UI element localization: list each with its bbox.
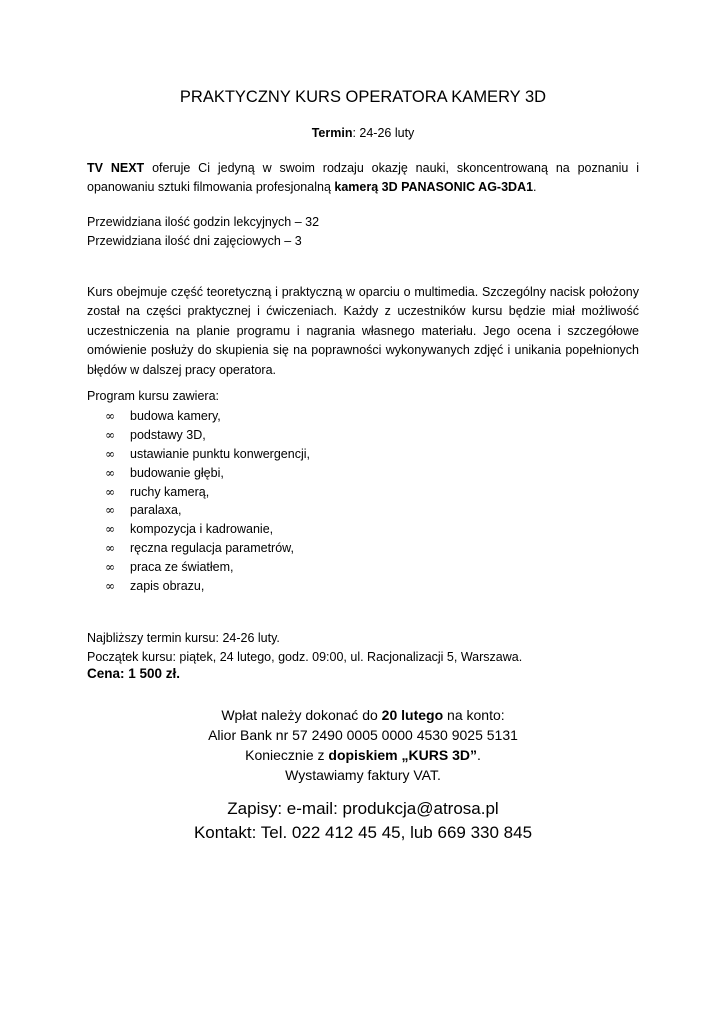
infinity-bullet-icon: ∞ [105, 522, 115, 537]
list-item: ∞ budowanie głębi, [105, 464, 310, 483]
list-item: ∞ paralaxa, [105, 501, 310, 520]
start-details: Początek kursu: piątek, 24 lutego, godz. 09:00, ul. Racjonalizacji 5, Warszawa. [87, 650, 523, 664]
infinity-bullet-icon: ∞ [105, 503, 115, 518]
program-list [105, 407, 310, 596]
payment-deadline: Wpłat należy dokonać do 20 lutego na konto: [221, 707, 505, 723]
infinity-bullet-icon: ∞ [105, 541, 115, 556]
infinity-bullet-icon: ∞ [105, 465, 115, 480]
list-item: ∞ podstawy 3D, [105, 426, 310, 445]
course-hours [87, 213, 319, 252]
list-item: ∞ budowa kamery, [105, 407, 310, 426]
list-item: ∞ praca ze światłem, [105, 558, 310, 577]
course-price: Cena: 1 500 zł. [87, 666, 181, 681]
bank-account: Alior Bank nr 57 2490 0005 0000 4530 9025 5131 [208, 727, 518, 743]
course-date [87, 126, 639, 140]
list-item: ∞ zapis obrazu, [105, 577, 310, 596]
list-item: ∞ kompozycja i kadrowanie, [105, 520, 310, 539]
infinity-bullet-icon: ∞ [105, 484, 115, 499]
infinity-bullet-icon: ∞ [105, 409, 115, 423]
contact-phone: Kontakt: Tel. 022 412 45 45, lub 669 330 845 [193, 823, 533, 842]
course-date-value: : 24-26 luty [352, 126, 415, 140]
camera-model: kamerą 3D PANASONIC AG-3DA1 [334, 180, 534, 195]
hours-line: Przewidziana ilość godzin lekcyjnych – 32 [87, 215, 320, 229]
infinity-bullet-icon: ∞ [105, 560, 115, 575]
days-line: Przewidziana ilość dni zajęciowych – 3 [87, 234, 302, 249]
intro-paragraph: TV NEXT oferuje Ci jedyną w swoim rodzaju okazję nauki, skoncentrowaną na poznaniu i opanowaniu sztuki filmowania profesjonalną kamerą 3D PANASONIC AG-3DA1. [87, 161, 639, 195]
company-name: TV NEXT [87, 161, 145, 175]
list-item: ∞ ruchy kamerą, [105, 483, 310, 502]
vat-note: Wystawiamy faktury VAT. [285, 767, 441, 783]
document-title: PRAKTYCZNY KURS OPERATORA KAMERY 3D [179, 88, 547, 106]
signup-email: Zapisy: e-mail: produkcja@atrosa.pl [227, 799, 499, 818]
description-paragraph: Kurs obejmuje część teoretyczną i praktyczną w oparciu o multimedia. Szczególny nacisk położony został na części praktycznej i ćwiczeniach. Każdy z uczestników kursu będzie miał możliwość uczestniczenia na planie programu i nagrania własnego materiału. Jego ocena i szczegółowe omówienie posłuży do skupienia się na poprawności wykonywanych zdjęć i unikania popełnionych błędów w dalszej pracy operatora. [87, 285, 639, 377]
payment-info [87, 705, 639, 785]
list-item: ∞ ręczna regulacja parametrów, [105, 539, 310, 558]
list-item: ∞ ustawianie punktu konwergencji, [105, 445, 310, 464]
next-date: Najbliższy termin kursu: 24-26 luty. [87, 631, 280, 645]
infinity-bullet-icon: ∞ [105, 446, 115, 461]
course-date-label: Termin [311, 126, 353, 140]
course-info [87, 629, 522, 667]
infinity-bullet-icon: ∞ [105, 579, 115, 594]
program-title: Program kursu zawiera: [87, 389, 219, 403]
contact-info [87, 797, 639, 845]
payment-note: Koniecznie z dopiskiem „KURS 3D”. [245, 747, 481, 763]
infinity-bullet-icon: ∞ [105, 427, 115, 442]
